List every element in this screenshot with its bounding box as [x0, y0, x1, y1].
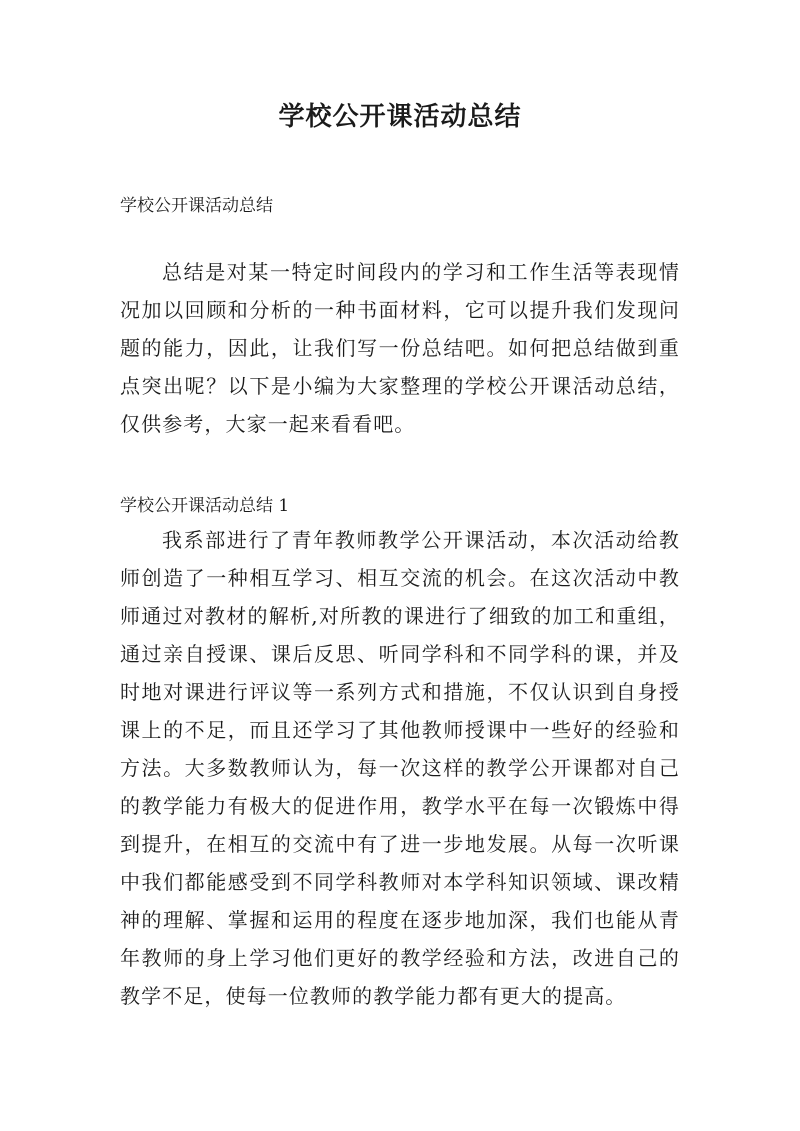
- intro-paragraph: 总结是对某一特定时间段内的学习和工作生活等表现情况加以回顾和分析的一种书面材料，它可以提升我们发现问题的能力，因此，让我们写一份总结吧。如何把总结做到重点突出呢？以下是小编为大家整理的学校公开课活动总结，仅供参考，大家一起来看看吧。: [120, 260, 680, 436]
- section-paragraph: 我系部进行了青年教师教学公开课活动，本次活动给教师创造了一种相互学习、相互交流的机会。在这次活动中教师通过对教材的解析,对所教的课进行了细致的加工和重组，通过亲自授课、课后反思、听同学科和不同学科的课，并及时地对课进行评议等一系列方式和措施，不仅认识到自身授课上的不足，而且还学习了其他教师授课中一些好的经验和方法。大多数教师认为，每一次这样的教学公开课都对自己的教学能力有极大的促进作用，教学水平在每一次锻炼中得到提升，在相互的交流中有了进一步地发展。从每一次听课中我们都能感受到不同学科教师对本学科知识领域、课改精神的理解、掌握和运用的程度在逐步地加深，我们也能从青年教师的身上学习他们更好的教学经验和方法，改进自己的教学不足，使每一位教师的教学能力都有更大的提高。: [120, 528, 680, 1008]
- section-heading: 学校公开课活动总结 1: [120, 496, 290, 516]
- document-subtitle: 学校公开课活动总结: [120, 196, 273, 216]
- document-title: 学校公开课活动总结: [278, 102, 522, 132]
